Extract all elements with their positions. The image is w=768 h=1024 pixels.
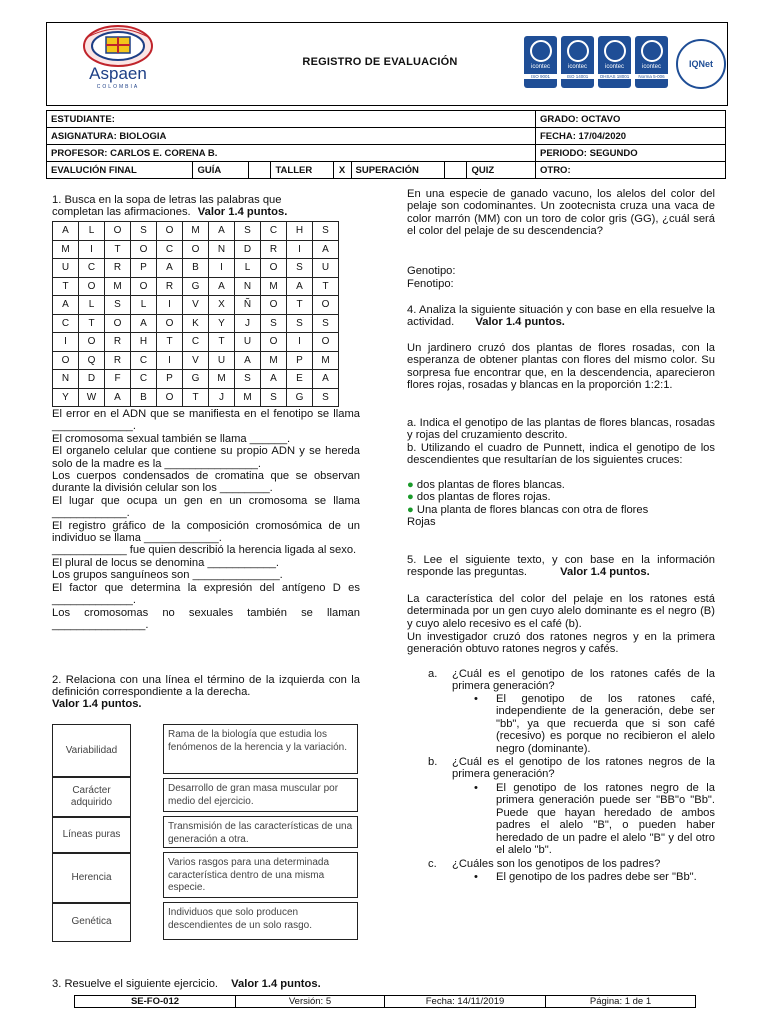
grid-cell: N bbox=[209, 240, 235, 259]
q5b-question: ¿Cuál es el genotipo de los ratones negros de la primera generación? bbox=[452, 756, 715, 781]
statement: El factor que determina la expresión del antígeno D es _____________. bbox=[52, 581, 360, 607]
teacher-field: PROFESOR: CARLOS E. CORENA B. bbox=[47, 145, 536, 162]
grid-cell: O bbox=[313, 296, 339, 315]
grid-cell: B bbox=[131, 388, 157, 407]
q1-instruction: completan las afirmaciones. bbox=[52, 206, 191, 218]
taller-checkbox: X bbox=[333, 162, 351, 179]
cert-badge-4 bbox=[635, 36, 668, 88]
grid-cell: L bbox=[235, 259, 261, 278]
term-box: Herencia bbox=[52, 852, 131, 904]
grid-cell: O bbox=[131, 277, 157, 296]
grid-cell: J bbox=[235, 314, 261, 333]
grid-cell: A bbox=[287, 277, 313, 296]
grid-cell: L bbox=[131, 296, 157, 315]
q3-line bbox=[52, 978, 372, 990]
grid-cell: O bbox=[53, 351, 79, 370]
grid-cell: M bbox=[53, 240, 79, 259]
grid-cell: S bbox=[313, 222, 339, 241]
grid-cell: C bbox=[183, 333, 209, 352]
form-version: Versión: 5 bbox=[236, 996, 385, 1008]
grid-cell: A bbox=[261, 370, 287, 389]
grid-cell: S bbox=[287, 314, 313, 333]
grid-cell: O bbox=[261, 296, 287, 315]
word-search-grid bbox=[52, 221, 339, 407]
grid-cell: O bbox=[261, 333, 287, 352]
grid-row bbox=[53, 296, 339, 315]
term-box: Variabilidad bbox=[52, 724, 131, 778]
grid-cell: N bbox=[235, 277, 261, 296]
cert-brand: icontec bbox=[641, 64, 661, 70]
grid-cell: S bbox=[105, 296, 131, 315]
grid-cell: M bbox=[261, 277, 287, 296]
grid-cell: G bbox=[183, 370, 209, 389]
grid-cell: O bbox=[105, 314, 131, 333]
grid-cell: D bbox=[79, 370, 105, 389]
q1-value: Valor 1.4 puntos. bbox=[197, 206, 288, 218]
subject-field: ASIGNATURA: BIOLOGIA bbox=[47, 128, 536, 145]
cert-std: OHSAS 18001 bbox=[599, 74, 630, 79]
definition-box: Individuos que solo producen descendientes de un solo rasgo. bbox=[163, 902, 358, 940]
q5c-letter: c. bbox=[428, 858, 437, 870]
grade-field: GRADO: OCTAVO bbox=[536, 111, 726, 128]
grid-cell: W bbox=[79, 388, 105, 407]
grid-cell: Y bbox=[209, 314, 235, 333]
grid-cell: Ñ bbox=[235, 296, 261, 315]
grid-cell: C bbox=[79, 259, 105, 278]
page-title: REGISTRO DE EVALUACIÓN bbox=[302, 56, 458, 68]
grid-cell: S bbox=[131, 222, 157, 241]
grid-cell: X bbox=[209, 296, 235, 315]
grid-cell: I bbox=[157, 296, 183, 315]
statement: El organelo celular que contiene su propio ADN y se hereda solo de la madre es la _______________. bbox=[52, 445, 360, 470]
grid-cell: I bbox=[209, 259, 235, 278]
q5-paragraph-2: Un investigador cruzó dos ratones negros y en la primera generación obtuvo ratones negros y cafés. bbox=[407, 631, 715, 656]
grid-row bbox=[53, 388, 339, 407]
info-table bbox=[46, 110, 726, 179]
footer-table bbox=[74, 995, 696, 1008]
grid-cell: A bbox=[105, 388, 131, 407]
cert-badge-iqnet bbox=[676, 39, 726, 89]
grid-cell: L bbox=[79, 222, 105, 241]
grid-cell: U bbox=[313, 259, 339, 278]
statement: El cromosoma sexual también se llama ______. bbox=[52, 432, 291, 445]
grid-cell: A bbox=[209, 277, 235, 296]
grid-cell: I bbox=[287, 333, 313, 352]
q2-value: Valor 1.4 puntos. bbox=[52, 698, 142, 710]
grid-cell: C bbox=[261, 222, 287, 241]
grid-cell: R bbox=[105, 351, 131, 370]
statement: Los grupos sanguíneos son ______________. bbox=[52, 569, 283, 582]
grid-row bbox=[53, 333, 339, 352]
guia-option: GUÍA bbox=[193, 162, 249, 179]
cert-seal-icon bbox=[641, 40, 663, 62]
grid-cell: T bbox=[79, 314, 105, 333]
definition-box: Varios rasgos para una determinada característica dentro de una misma especie. bbox=[163, 852, 358, 898]
grid-cell: A bbox=[313, 240, 339, 259]
bullet-icon: • bbox=[474, 782, 478, 794]
cert-badge-2 bbox=[561, 36, 594, 88]
grid-cell: S bbox=[235, 222, 261, 241]
grid-cell: O bbox=[261, 259, 287, 278]
grid-cell: M bbox=[105, 277, 131, 296]
grid-cell: T bbox=[157, 333, 183, 352]
q5-line bbox=[407, 554, 715, 579]
grid-cell: U bbox=[235, 333, 261, 352]
grid-cell: S bbox=[261, 388, 287, 407]
grid-cell: S bbox=[313, 314, 339, 333]
cert-seal-icon bbox=[567, 40, 589, 62]
grid-cell: O bbox=[183, 240, 209, 259]
taller-option: TALLER bbox=[271, 162, 333, 179]
form-code: SE-FO-012 bbox=[75, 996, 236, 1008]
cross-item bbox=[407, 479, 715, 491]
grid-cell: M bbox=[183, 222, 209, 241]
grid-cell: C bbox=[157, 240, 183, 259]
superacion-checkbox bbox=[445, 162, 467, 179]
superacion-option: SUPERACIÓN bbox=[351, 162, 445, 179]
q1-statements bbox=[52, 408, 360, 631]
cert-brand: icontec bbox=[530, 64, 550, 70]
cert-brand: icontec bbox=[567, 64, 587, 70]
grid-cell: S bbox=[235, 370, 261, 389]
grid-cell: P bbox=[131, 259, 157, 278]
cross-item-cont: Rojas bbox=[407, 516, 436, 529]
grid-cell: T bbox=[183, 388, 209, 407]
grid-cell: O bbox=[105, 222, 131, 241]
grid-cell: D bbox=[235, 240, 261, 259]
statement: Los cromosomas no sexuales también se llaman _______________. bbox=[52, 606, 360, 631]
q5c-question: ¿Cuáles son los genotipos de los padres? bbox=[452, 858, 661, 870]
cert-badge-1 bbox=[524, 36, 557, 88]
definition-box: Desarrollo de gran masa muscular por medio del ejercicio. bbox=[163, 778, 358, 812]
q5a-answer: El genotipo de los ratones café, independiente de la generación, debe ser "bb", ya que recuerda que si son café (recesivo) es porque no recibieron el alelo negro (dominante). bbox=[496, 693, 715, 755]
form-date: Fecha: 14/11/2019 bbox=[385, 996, 546, 1008]
cert-badge-3 bbox=[598, 36, 631, 88]
definition-box: Rama de la biología que estudia los fenómenos de la herencia y la variación. bbox=[163, 724, 358, 774]
grid-cell: I bbox=[79, 240, 105, 259]
q3-value: Valor 1.4 puntos. bbox=[231, 978, 321, 990]
grid-cell: M bbox=[313, 351, 339, 370]
grid-cell: S bbox=[261, 314, 287, 333]
logo-name: Aspaen bbox=[89, 64, 147, 83]
grid-cell: M bbox=[209, 370, 235, 389]
grid-cell: U bbox=[209, 351, 235, 370]
q5a-letter: a. bbox=[428, 668, 438, 680]
grid-cell: V bbox=[183, 296, 209, 315]
grid-cell: R bbox=[105, 259, 131, 278]
grid-cell: C bbox=[53, 314, 79, 333]
grid-cell: A bbox=[157, 259, 183, 278]
grid-cell: H bbox=[287, 222, 313, 241]
grid-cell: P bbox=[157, 370, 183, 389]
cross-item-text: dos plantas de flores blancas. bbox=[416, 479, 565, 491]
term-box: Líneas puras bbox=[52, 816, 131, 854]
cross-list bbox=[407, 479, 715, 529]
grid-cell: C bbox=[131, 351, 157, 370]
grid-cell: Q bbox=[79, 351, 105, 370]
cross-item bbox=[407, 491, 715, 503]
grid-cell: O bbox=[313, 333, 339, 352]
bullet-icon: • bbox=[474, 693, 478, 705]
q5a-question: ¿Cuál es el genotipo de los ratones cafés de la primera generación? bbox=[452, 668, 715, 693]
bullet-icon: ● bbox=[407, 503, 414, 516]
term-box: Genética bbox=[52, 902, 131, 942]
student-field: ESTUDIANTE: bbox=[47, 111, 536, 128]
statement: El lugar que ocupa un gen en un cromosoma se llama ____________. bbox=[52, 494, 360, 520]
grid-cell: A bbox=[131, 314, 157, 333]
cross-item-text: dos plantas de flores rojas. bbox=[416, 491, 551, 504]
grid-cell: O bbox=[157, 222, 183, 241]
cattle-intro: En una especie de ganado vacuno, los alelos del color del pelaje son codominantes. Un zootecnista cruza una vaca de color marrón (MM) con un toro de color gris (GG), ¿cuál será el color del pelaje de su descendencia? bbox=[407, 188, 715, 238]
grid-cell: O bbox=[79, 333, 105, 352]
statement: ____________ fue quien describió la herencia ligada al sexo. bbox=[52, 544, 357, 557]
grid-row bbox=[53, 240, 339, 259]
cert-std: ISO 9001 bbox=[524, 74, 557, 79]
grid-cell: O bbox=[79, 277, 105, 296]
grid-cell: S bbox=[287, 259, 313, 278]
cert-seal-icon bbox=[530, 40, 552, 62]
q4-line bbox=[407, 304, 715, 329]
cert-std: Norma 5-006 bbox=[635, 74, 668, 79]
fenotipo-label: Fenotipo: bbox=[407, 278, 454, 290]
grid-cell: J bbox=[209, 388, 235, 407]
q5-paragraph-1: La característica del color del pelaje en los ratones está determinada por un gen cuyo alelo dominante es el negro (B) y cuyo alelo recesivo es el café (b). bbox=[407, 593, 715, 630]
date-field: FECHA: 17/04/2020 bbox=[536, 128, 726, 145]
grid-cell: K bbox=[183, 314, 209, 333]
certification-logos bbox=[524, 36, 729, 96]
q4-value: Valor 1.4 puntos. bbox=[475, 316, 565, 329]
q1-line1: 1. Busca en la sopa de letras las palabras que bbox=[52, 194, 282, 206]
grid-cell: N bbox=[53, 370, 79, 389]
q4-scenario: Un jardinero cruzó dos plantas de flores rosadas, con la esperanza de obtener plantas con flores del mismo color. Su sorpresa fue encontrar que, en la descendencia, aparecieron flores rojas, rosadas y blancas en la proporción 1:2:1. bbox=[407, 342, 715, 392]
eval-final-option: EVALUCIÓN FINAL bbox=[47, 162, 193, 179]
q4-part-a: a. Indica el genotipo de las plantas de flores blancas, rosadas y rojas del cruzamiento descrito. bbox=[407, 417, 715, 442]
period-field: PERIODO: SEGUNDO bbox=[536, 145, 726, 162]
grid-cell: R bbox=[261, 240, 287, 259]
grid-cell: T bbox=[209, 333, 235, 352]
statement: El plural de locus se denomina ___________. bbox=[52, 556, 280, 569]
other-field: OTRO: bbox=[536, 162, 726, 179]
cert-brand: IQNet bbox=[688, 59, 713, 69]
grid-cell: C bbox=[131, 370, 157, 389]
grid-cell: S bbox=[313, 388, 339, 407]
q5-value: Valor 1.4 puntos. bbox=[560, 566, 650, 579]
term-box: Carácter adquirido bbox=[52, 776, 131, 818]
quiz-option: QUIZ bbox=[467, 162, 536, 179]
grid-cell: L bbox=[79, 296, 105, 315]
guia-checkbox bbox=[249, 162, 271, 179]
grid-row bbox=[53, 351, 339, 370]
q1-line2 bbox=[52, 206, 360, 218]
grid-row bbox=[53, 370, 339, 389]
statement: El error en el ADN que se manifiesta en el fenotipo se llama _____________. bbox=[52, 408, 360, 433]
grid-cell: T bbox=[287, 296, 313, 315]
grid-cell: G bbox=[287, 388, 313, 407]
grid-cell: T bbox=[105, 240, 131, 259]
grid-cell: R bbox=[157, 277, 183, 296]
grid-cell: H bbox=[131, 333, 157, 352]
definition-box: Transmisión de las características de una generación a otra. bbox=[163, 816, 358, 848]
grid-cell: Y bbox=[53, 388, 79, 407]
grid-cell: A bbox=[53, 222, 79, 241]
grid-cell: B bbox=[183, 259, 209, 278]
grid-row bbox=[53, 222, 339, 241]
grid-row bbox=[53, 277, 339, 296]
grid-cell: G bbox=[183, 277, 209, 296]
q5b-letter: b. bbox=[428, 756, 438, 768]
q4-part-b: b. Utilizando el cuadro de Punnett, indica el genotipo de los descendientes que resultarían de los siguientes cruces: bbox=[407, 442, 715, 467]
cert-std: ISO 14001 bbox=[561, 74, 594, 79]
bullet-icon: • bbox=[474, 871, 478, 883]
grid-cell: I bbox=[157, 351, 183, 370]
bullet-icon: ● bbox=[407, 479, 414, 491]
logo-subtext: COLOMBIA bbox=[96, 84, 140, 90]
q5-text: 5. Lee el siguiente texto, y con base en la información responde las preguntas. bbox=[407, 554, 715, 579]
q4-text: 4. Analiza la siguiente situación y con base en ella resuelve la actividad. bbox=[407, 304, 715, 329]
grid-cell: F bbox=[105, 370, 131, 389]
grid-cell: M bbox=[235, 388, 261, 407]
genotipo-label: Genotipo: bbox=[407, 265, 456, 277]
grid-cell: T bbox=[53, 277, 79, 296]
cross-item-text: Una planta de flores blancas con otra de flores bbox=[416, 503, 649, 516]
grid-cell: O bbox=[157, 388, 183, 407]
cert-seal-icon bbox=[604, 40, 626, 62]
grid-cell: O bbox=[131, 240, 157, 259]
grid-row bbox=[53, 259, 339, 278]
q3-text: 3. Resuelve el siguiente ejercicio. bbox=[52, 978, 219, 990]
grid-cell: T bbox=[313, 277, 339, 296]
page-number: Página: 1 de 1 bbox=[546, 996, 696, 1008]
grid-cell: O bbox=[157, 314, 183, 333]
grid-cell: P bbox=[287, 351, 313, 370]
grid-cell: A bbox=[313, 370, 339, 389]
grid-cell: M bbox=[261, 351, 287, 370]
statement: Los cuerpos condensados de cromatina que se observan durante la división celular son los ________. bbox=[52, 470, 360, 495]
grid-cell: U bbox=[53, 259, 79, 278]
bullet-icon: ● bbox=[407, 491, 414, 504]
grid-cell: E bbox=[287, 370, 313, 389]
grid-cell: A bbox=[235, 351, 261, 370]
grid-cell: R bbox=[105, 333, 131, 352]
cert-brand: icontec bbox=[604, 64, 624, 70]
grid-cell: A bbox=[209, 222, 235, 241]
q5c-answer: El genotipo de los padres debe ser "Bb". bbox=[496, 871, 697, 883]
cross-item bbox=[407, 504, 715, 516]
q5b-answer: El genotipo de los ratones negro de la primera generación puede ser "BB"o "Bb". Puede que hayan heredado de ambos padres el alelo "B", o pueden haber heredado de un padre el alelo "B" y del otro el alelo "b". bbox=[496, 782, 715, 857]
grid-cell: I bbox=[53, 333, 79, 352]
q2-text: 2. Relaciona con una línea el término de la izquierda con la definición correspondiente a la derecha. bbox=[52, 674, 360, 699]
grid-cell: V bbox=[183, 351, 209, 370]
grid-row bbox=[53, 314, 339, 333]
grid-cell: I bbox=[287, 240, 313, 259]
statement: El registro gráfico de la composición cromosómica de un individuo se llama ____________. bbox=[52, 519, 360, 545]
grid-cell: A bbox=[53, 296, 79, 315]
